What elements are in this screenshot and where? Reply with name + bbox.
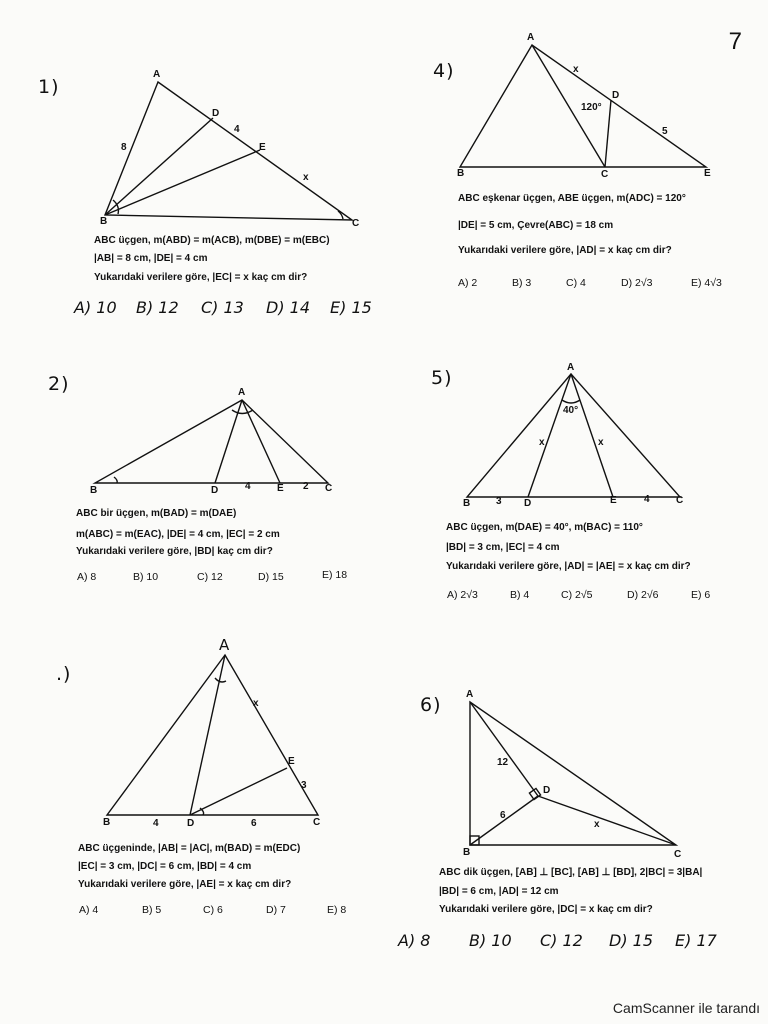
footer-watermark: CamScanner ile tarandı — [612, 1000, 760, 1016]
problem-number: .) — [56, 663, 72, 685]
label-ad: x — [539, 437, 545, 448]
figure-1 — [105, 82, 352, 220]
answer-d: D) 15 — [258, 571, 284, 583]
point-a: A — [567, 362, 575, 373]
point-c: C — [676, 495, 684, 506]
label-ae: x — [253, 698, 259, 709]
point-a: A — [527, 32, 535, 43]
point-e: E — [277, 483, 284, 494]
answer-a: A) 4 — [79, 904, 99, 916]
point-b: B — [100, 216, 108, 227]
label-ab: 8 — [121, 142, 127, 153]
point-d: D — [212, 108, 220, 119]
answer-b: B) 10 — [133, 571, 159, 583]
label-angle: 120° — [581, 102, 602, 113]
answer-e: E) 17 — [675, 931, 717, 950]
point-b: B — [463, 498, 471, 509]
point-b: B — [457, 168, 465, 179]
problem-number: 5) — [431, 367, 453, 389]
figure-5 — [467, 374, 680, 497]
answer-e: E) 18 — [322, 569, 348, 581]
point-d: D — [612, 90, 620, 101]
answer-c: C) 12 — [197, 571, 223, 583]
label-ec: 4 — [644, 494, 650, 505]
point-e: E — [259, 142, 266, 153]
problem-number: 2) — [48, 373, 70, 395]
answer-a: A) 8 — [77, 571, 97, 583]
label-ae: x — [598, 437, 604, 448]
figure-2 — [95, 400, 328, 483]
point-b: B — [90, 485, 98, 496]
label-ec: 3 — [301, 780, 307, 791]
label-ec: x — [303, 172, 309, 183]
answer-b: B) 10 — [469, 931, 512, 950]
answer-d: D) 14 — [266, 298, 311, 317]
label-dc: 6 — [251, 818, 257, 829]
point-b: B — [103, 817, 111, 828]
label-dc: x — [594, 819, 600, 830]
answer-e: E) 6 — [691, 589, 711, 601]
answer-d: D) 2√3 — [621, 277, 653, 289]
answer-e: E) 8 — [327, 904, 347, 916]
answer-c: C) 13 — [201, 298, 244, 317]
answer-c: C) 4 — [566, 277, 586, 289]
answer-c: C) 6 — [203, 904, 223, 916]
label-ec: 2 — [303, 481, 309, 492]
answer-e: E) 4√3 — [691, 277, 722, 289]
answer-a: A) 2 — [458, 277, 478, 289]
point-c: C — [601, 169, 609, 180]
label-de: 5 — [662, 126, 668, 137]
problem-number: 6) — [420, 694, 442, 716]
answer-a: A) 2√3 — [447, 589, 478, 601]
point-d: D — [211, 485, 219, 496]
label-bd: 4 — [153, 818, 159, 829]
label-ad: 12 — [497, 757, 509, 768]
point-d: D — [543, 785, 551, 796]
label-angle: 40° — [563, 405, 579, 416]
point-c: C — [674, 849, 682, 860]
answer-b: B) 12 — [136, 298, 179, 317]
point-a: A — [153, 69, 161, 80]
label-de: 4 — [234, 124, 240, 135]
figure-6 — [470, 702, 676, 845]
answer-c: C) 12 — [540, 931, 583, 950]
point-d: D — [187, 818, 195, 829]
problem-number: 1) — [38, 76, 60, 98]
answer-d: D) 7 — [266, 904, 286, 916]
point-e: E — [704, 168, 711, 179]
answer-b: B) 4 — [510, 589, 530, 601]
answer-d: D) 2√6 — [627, 589, 659, 601]
point-d: D — [524, 498, 532, 509]
point-a: A — [466, 689, 474, 700]
answer-a: A) 8 — [398, 931, 431, 950]
point-b: B — [463, 847, 471, 858]
answer-e: E) 15 — [330, 298, 372, 317]
label-bd: 6 — [500, 810, 506, 821]
label-bd: 3 — [496, 496, 502, 507]
point-e: E — [610, 495, 617, 506]
figure-3 — [107, 655, 318, 815]
answer-b: B) 5 — [142, 904, 162, 916]
point-a: A — [238, 387, 246, 398]
point-c: C — [352, 218, 360, 229]
page-number: 7 — [728, 28, 742, 55]
point-c: C — [313, 817, 321, 828]
point-c: C — [325, 483, 333, 494]
problem-number: 4) — [433, 60, 455, 82]
answer-a: A) 10 — [74, 298, 117, 317]
label-ad: x — [573, 64, 579, 75]
point-a: A — [219, 636, 231, 654]
label-de: 4 — [245, 481, 251, 492]
answer-d: D) 15 — [609, 931, 654, 950]
answer-c: C) 2√5 — [561, 589, 593, 601]
answer-b: B) 3 — [512, 277, 532, 289]
point-e: E — [288, 756, 295, 767]
